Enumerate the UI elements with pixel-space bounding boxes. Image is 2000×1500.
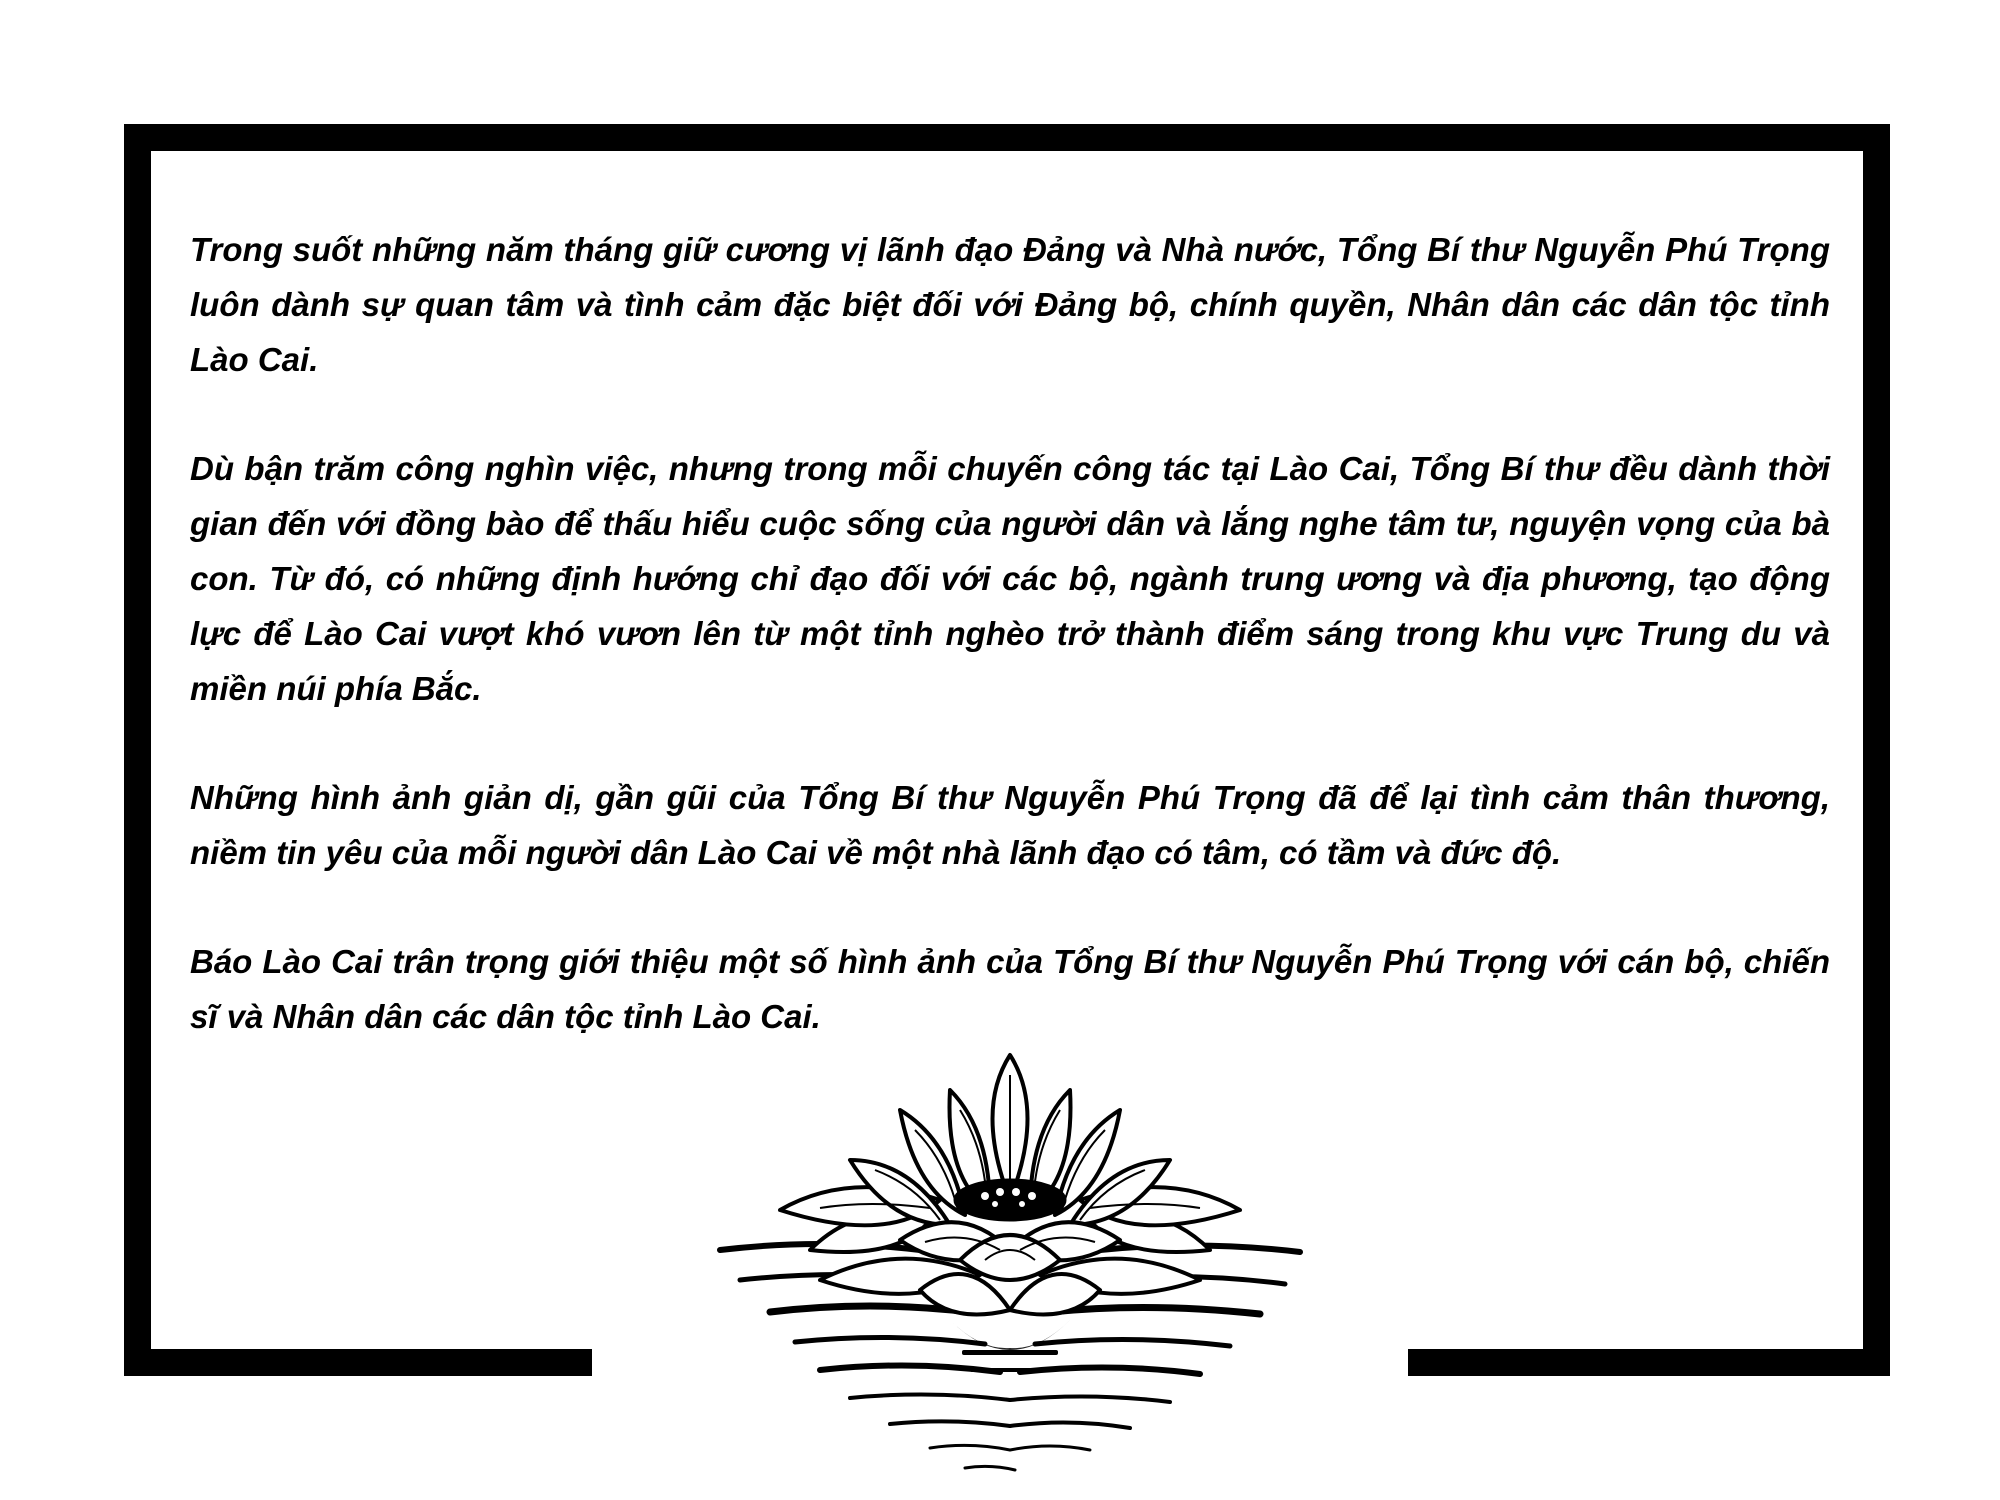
paragraph-2: Dù bận trăm công nghìn việc, nhưng trong mỗi chuyến công tác tại Lào Cai, Tổng Bí thư đều dành thời gian đến với đồng bào để thấu hiểu cuộc sống của người dân và lắng nghe tâm tư, nguyện vọng của bà con. Từ đó, có những định hướng chỉ đạo đối với các bộ, ngành trung ương và địa phương, tạo động lực để Lào Cai vượt khó vươn lên từ một tỉnh nghèo trở thành điểm sáng trong khu vực Trung du và miền núi phía Bắc.	[190, 450, 1830, 707]
paragraph-1: Trong suốt những năm tháng giữ cương vị lãnh đạo Đảng và Nhà nước, Tổng Bí thư Nguyễn Phú Trọng luôn dành sự quan tâm và tình cảm đặc biệt đối với Đảng bộ, chính quyền, Nhân dân các dân tộc tỉnh Lào Cai.	[190, 231, 1830, 378]
frame-bottom-left-border	[124, 1349, 592, 1376]
paragraph-3: Những hình ảnh giản dị, gần gũi của Tổng Bí thư Nguyễn Phú Trọng đã để lại tình cảm thân thương, niềm tin yêu của mỗi người dân Lào Cai về một nhà lãnh đạo có tâm, có tầm và đức độ.	[190, 779, 1830, 871]
frame-top-border	[124, 124, 1890, 151]
frame-right-border	[1863, 124, 1890, 1376]
paragraph-4: Báo Lào Cai trân trọng giới thiệu một số hình ảnh của Tổng Bí thư Nguyễn Phú Trọng với cán bộ, chiến sĩ và Nhân dân các dân tộc tỉnh Lào Cai.	[190, 943, 1830, 1035]
article-intro	[190, 222, 1830, 1098]
lotus-on-water-icon	[700, 1050, 1320, 1480]
frame-left-border	[124, 124, 151, 1376]
frame-bottom-right-border	[1408, 1349, 1890, 1376]
